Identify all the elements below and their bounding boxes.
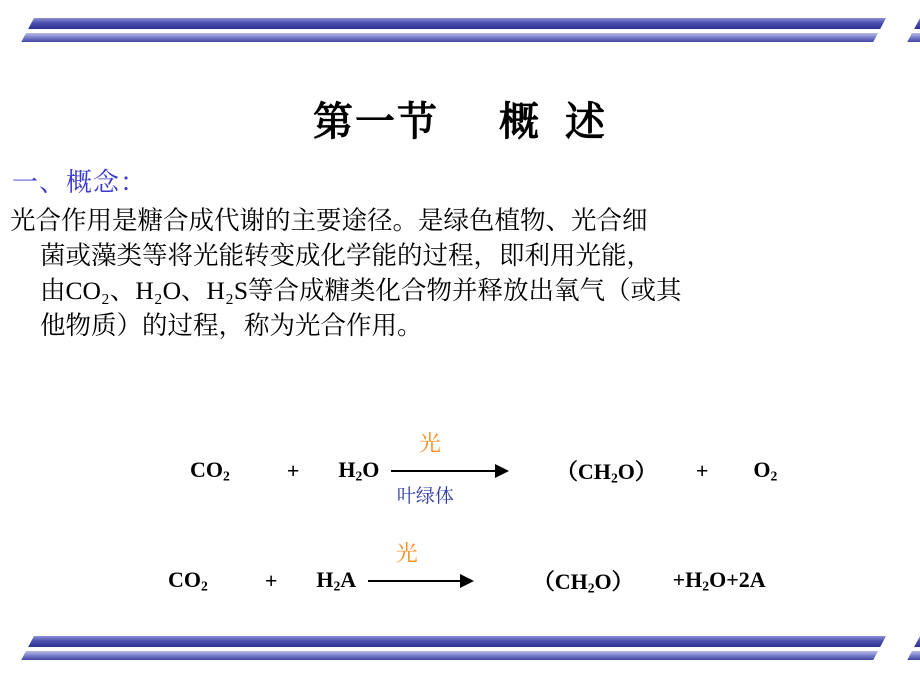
eq1-o2-subscript: 2	[770, 468, 778, 484]
eq1-arrow-shaft	[391, 470, 499, 472]
eq1-reactant-h2o: $H_2O$	[338, 457, 380, 484]
eq1-arrow-label-light: 光	[418, 430, 441, 456]
eq2-product-h2o-2a: $+H_2O+2A$	[672, 567, 766, 594]
eq2-co2-subscript: 2	[201, 578, 208, 594]
eq1-product-ch2o: $(CH_2O)$	[555, 459, 657, 486]
eq2-reaction-arrow	[368, 540, 488, 591]
eq2-product-ch2o: $(CH_2O)$	[532, 569, 634, 596]
bar-stripe-upper	[0, 18, 920, 29]
bar-stripe-lower	[0, 33, 920, 42]
eq2-reactant-h2a: $H_2A$	[316, 567, 357, 594]
bar-bottom-stripe-upper	[0, 636, 920, 647]
body-line-2: 菌或藻类等将光能转变成化学能的过程，即利用光能，	[40, 241, 653, 270]
eq2-arrow-label-light: 光	[395, 540, 418, 566]
eq1-reactant-co2: $CO_2$	[190, 457, 230, 484]
eq1-arrow-label-chloroplast: 叶绿体	[396, 485, 454, 507]
decorative-bar-bottom	[0, 636, 920, 662]
body-line-1: 光合作用是糖合成代谢的主要途径。是绿色植物、光合细	[10, 206, 648, 235]
eq2-ch2o-subscript: 2	[587, 580, 595, 596]
body-paragraph	[10, 203, 915, 343]
eq2-plus-1: +	[264, 567, 278, 593]
eq1-h2o-subscript: 2	[355, 468, 363, 484]
eq1-product-o2: $O_2$	[753, 457, 778, 484]
eq1-plus-2: +	[695, 457, 709, 483]
decorative-bar-top	[0, 18, 920, 44]
slide-title: 第一节 概 述	[313, 99, 607, 144]
eq2-reactant-co2: $CO_2$	[168, 567, 208, 594]
eq1-ch2o-subscript: 2	[610, 470, 618, 486]
eq2-h2a-subscript: 2	[333, 578, 341, 594]
eq2-h2o-subscript: 2	[702, 578, 710, 594]
eq2-arrow-head	[460, 574, 474, 588]
body-line-4: 他物质）的过程，称为光合作用。	[40, 311, 423, 340]
eq1-co2-subscript: 2	[223, 468, 230, 484]
eq2-arrow-shaft	[368, 580, 464, 582]
section-heading: 一、概念：	[12, 168, 148, 197]
eq1-arrow-head	[495, 464, 509, 478]
body-line-3: 由CO₂、H₂O、H₂S等合成糖类化合物并释放出氧气（或其	[40, 276, 682, 305]
eq1-plus-1: +	[286, 457, 300, 483]
eq1-reaction-arrow	[391, 430, 511, 507]
equation-photosynthesis-generalized	[168, 540, 766, 596]
equation-photosynthesis-general	[190, 430, 778, 507]
bar-bottom-stripe-lower	[0, 651, 920, 660]
